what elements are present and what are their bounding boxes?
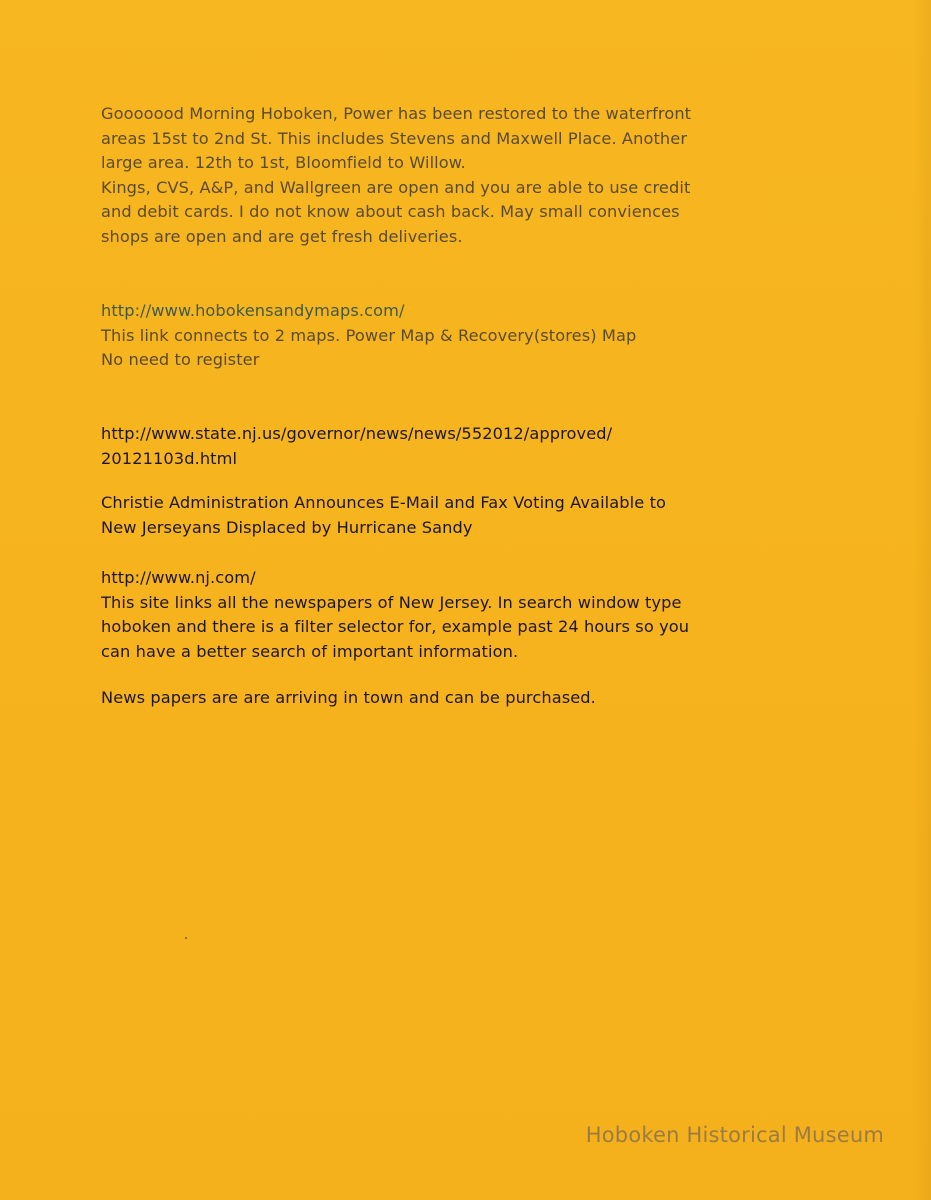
intro-line-4: Kings, CVS, A&P, and Wallgreen are open and you are able to use credit [101,177,691,197]
closing-note: News papers are are arriving in town and can be purchased. [101,688,596,707]
nj-com-desc-line-3: can have a better search of important information. [101,641,519,661]
maps-register-note: No need to register [101,350,260,369]
nj-com-desc-line-1: This site links all the newspapers of New Jersey. In search window type [101,592,682,612]
museum-watermark: Hoboken Historical Museum [585,1123,884,1147]
intro-line-3: large area. 12th to 1st, Bloomfield to Willow. [101,153,466,172]
maps-description: This link connects to 2 maps. Power Map & Recovery(stores) Map [101,325,637,345]
intro-line-2: areas 15st to 2nd St. This includes Stevens and Maxwell Place. Another [101,128,688,148]
intro-line-5: and debit cards. I do not know about cash back. May small conviences [101,202,680,221]
state-nj-link-line-1[interactable]: http://www.state.nj.us/governor/news/news/552012/approved/ [101,424,613,443]
paper-edge-shadow [913,0,931,1200]
nj-com-link[interactable]: http://www.nj.com/ [101,568,256,587]
state-nj-link-line-2[interactable]: 20121103d.html [101,448,238,468]
intro-line-6: shops are open and are get fresh deliveries. [101,226,463,246]
paper-speck [185,937,187,939]
nj-com-desc-line-2: hoboken and there is a filter selector for, example past 24 hours so you [101,617,690,636]
intro-line-1: Gooooood Morning Hoboken, Power has been restored to the waterfront [101,104,692,123]
voting-headline-line-2: New Jerseyans Displaced by Hurricane Sandy [101,517,473,537]
voting-headline-line-1: Christie Administration Announces E-Mail and Fax Voting Available to [101,493,667,512]
hoboken-sandy-maps-link[interactable]: http://www.hobokensandymaps.com/ [101,301,405,320]
